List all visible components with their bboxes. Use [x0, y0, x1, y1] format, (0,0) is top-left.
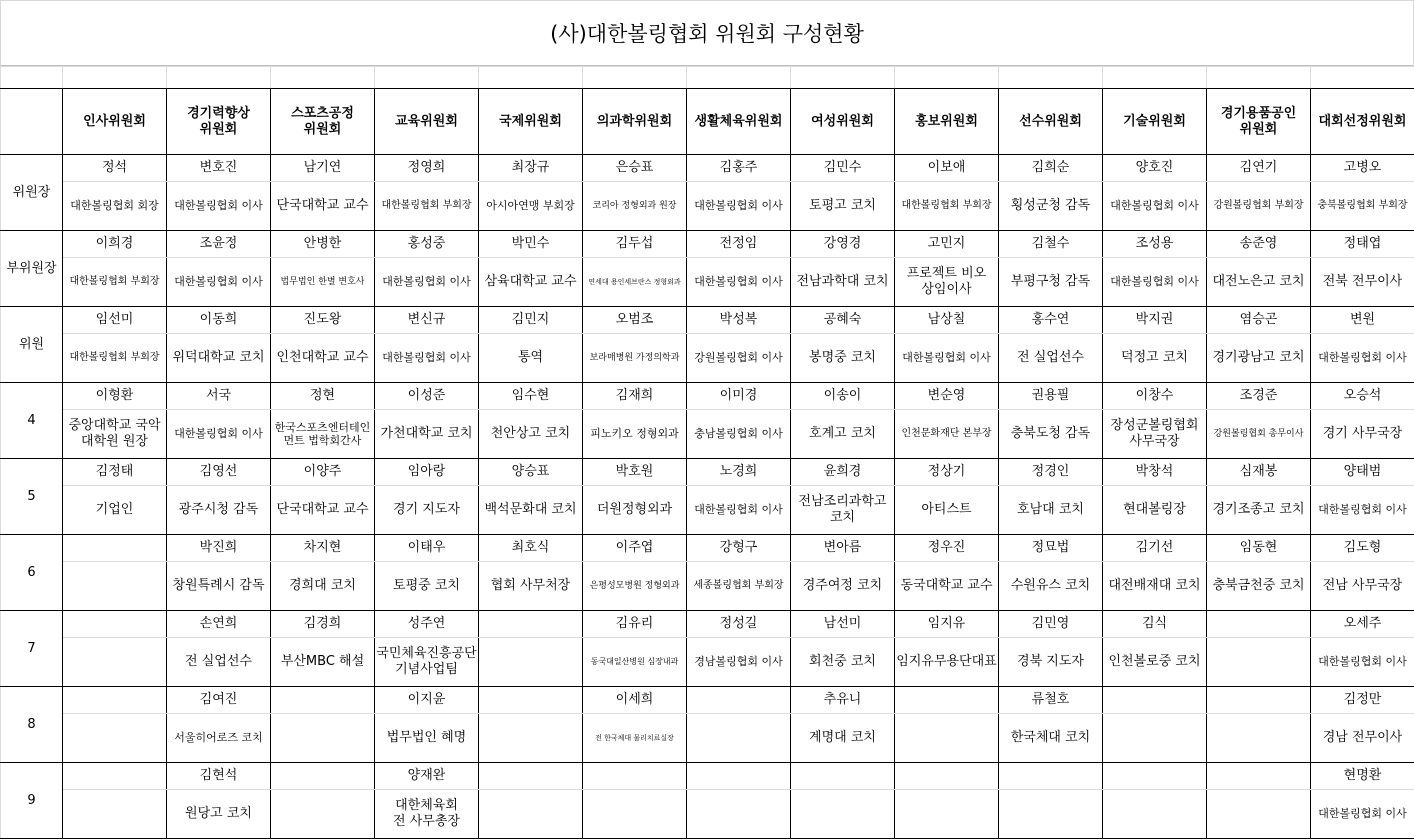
member-name-row — [1, 231, 1414, 258]
member-name: 이형환 — [63, 383, 167, 410]
spacer-cell — [479, 67, 583, 89]
member-name: 강형구 — [687, 535, 791, 562]
member-affiliation: 대한볼링협회 이사 — [167, 410, 271, 459]
member-affiliation-row — [1, 334, 1414, 383]
member-affiliation: 대한볼링협회 이사 — [895, 334, 999, 383]
member-name: 김철수 — [999, 231, 1103, 258]
member-name: 정태엽 — [1311, 231, 1414, 258]
member-name: 남상칠 — [895, 307, 999, 334]
member-name: 양재완 — [375, 763, 479, 790]
member-name: 서국 — [167, 383, 271, 410]
member-name — [583, 763, 687, 790]
member-name-row — [1, 383, 1414, 410]
spacer-cell — [271, 67, 375, 89]
committee-header: 홍보위원회 — [895, 89, 999, 155]
member-affiliation: 경남 전무이사 — [1311, 714, 1414, 763]
member-affiliation: 대한볼링협회 부회장 — [63, 258, 167, 307]
member-name: 차지현 — [271, 535, 375, 562]
member-affiliation: 경희대 코치 — [271, 562, 375, 611]
member-affiliation: 프로젝트 비오 상임이사 — [895, 258, 999, 307]
member-affiliation: 현대볼링장 — [1103, 486, 1207, 535]
member-name: 변신규 — [375, 307, 479, 334]
member-affiliation — [583, 790, 687, 839]
member-affiliation: 강원볼링협회 이사 — [687, 334, 791, 383]
page-title: (사)대한볼링협회 위원회 구성현황 — [0, 0, 1414, 66]
member-affiliation: 대한볼링협회 이사 — [1311, 790, 1414, 839]
committee-header: 경기력향상 위원회 — [167, 89, 271, 155]
member-name: 김홍주 — [687, 155, 791, 182]
member-name — [687, 763, 791, 790]
member-name: 김현석 — [167, 763, 271, 790]
member-affiliation: 횡성군청 감독 — [999, 182, 1103, 231]
member-affiliation: 전북 전무이사 — [1311, 258, 1414, 307]
member-affiliation — [63, 638, 167, 687]
member-affiliation: 대한볼링협회 회장 — [63, 182, 167, 231]
member-affiliation — [63, 562, 167, 611]
member-affiliation: 은평성모병원 정형외과 — [583, 562, 687, 611]
member-affiliation: 세종볼링협회 부회장 — [687, 562, 791, 611]
member-affiliation: 계명대 코치 — [791, 714, 895, 763]
member-name: 박호원 — [583, 459, 687, 486]
member-name: 추유니 — [791, 687, 895, 714]
member-name: 임선미 — [63, 307, 167, 334]
member-affiliation: 백석문화대 코치 — [479, 486, 583, 535]
member-name: 손연희 — [167, 611, 271, 638]
member-name: 정우진 — [895, 535, 999, 562]
member-name — [1207, 763, 1311, 790]
member-name: 양승표 — [479, 459, 583, 486]
member-affiliation — [1207, 714, 1311, 763]
row-label: 위원 — [1, 307, 63, 383]
member-affiliation: 서울히어로즈 코치 — [167, 714, 271, 763]
member-affiliation: 전남 사무국장 — [1311, 562, 1414, 611]
member-name — [479, 611, 583, 638]
member-affiliation: 경주여정 코치 — [791, 562, 895, 611]
member-name: 양태범 — [1311, 459, 1414, 486]
member-name — [1103, 763, 1207, 790]
row-label: 5 — [1, 459, 63, 535]
member-affiliation: 전 실업선수 — [999, 334, 1103, 383]
member-affiliation: 인천대학교 교수 — [271, 334, 375, 383]
member-name: 이미경 — [687, 383, 791, 410]
member-name: 변원 — [1311, 307, 1414, 334]
member-affiliation: 장성군볼링협회 사무국장 — [1103, 410, 1207, 459]
member-name — [791, 763, 895, 790]
member-name: 임지유 — [895, 611, 999, 638]
member-affiliation-row — [1, 258, 1414, 307]
member-affiliation: 호남대 코치 — [999, 486, 1103, 535]
member-name — [1103, 687, 1207, 714]
member-name: 이송이 — [791, 383, 895, 410]
member-affiliation: 더원정형외과 — [583, 486, 687, 535]
member-affiliation — [479, 790, 583, 839]
member-affiliation: 경기광남고 코치 — [1207, 334, 1311, 383]
member-name: 임동현 — [1207, 535, 1311, 562]
member-affiliation: 토평고 코치 — [791, 182, 895, 231]
member-affiliation: 대한볼링협회 부회장 — [63, 334, 167, 383]
member-affiliation: 기업인 — [63, 486, 167, 535]
member-name — [1207, 611, 1311, 638]
committee-header: 의과학위원회 — [583, 89, 687, 155]
member-name: 염승곤 — [1207, 307, 1311, 334]
member-affiliation: 대한볼링협회 이사 — [687, 486, 791, 535]
member-name: 김민영 — [999, 611, 1103, 638]
member-affiliation: 대한볼링협회 부회장 — [375, 182, 479, 231]
member-affiliation: 대한볼링협회 이사 — [1103, 182, 1207, 231]
member-affiliation — [999, 790, 1103, 839]
member-affiliation: 경남볼링협회 이사 — [687, 638, 791, 687]
spacer-cell — [999, 67, 1103, 89]
member-name: 박지권 — [1103, 307, 1207, 334]
member-name: 송준영 — [1207, 231, 1311, 258]
member-affiliation: 경기 사무국장 — [1311, 410, 1414, 459]
member-affiliation: 법무법인 한별 변호사 — [271, 258, 375, 307]
member-name — [271, 687, 375, 714]
member-name: 성주연 — [375, 611, 479, 638]
member-name: 최호식 — [479, 535, 583, 562]
spacer-row — [1, 67, 1414, 89]
member-name — [895, 687, 999, 714]
member-name: 조성용 — [1103, 231, 1207, 258]
member-affiliation: 아티스트 — [895, 486, 999, 535]
member-name: 김정만 — [1311, 687, 1414, 714]
member-affiliation: 대한볼링협회 이사 — [687, 182, 791, 231]
spacer-cell — [791, 67, 895, 89]
committee-header: 경기용품공인 위원회 — [1207, 89, 1311, 155]
member-affiliation: 대한볼링협회 이사 — [375, 334, 479, 383]
member-affiliation: 통역 — [479, 334, 583, 383]
member-affiliation: 동국대일산병원 심장내과 — [583, 638, 687, 687]
committee-header: 선수위원회 — [999, 89, 1103, 155]
row-label: 9 — [1, 763, 63, 839]
spacer-cell — [375, 67, 479, 89]
member-affiliation — [479, 638, 583, 687]
member-name-row — [1, 459, 1414, 486]
member-affiliation: 대한볼링협회 이사 — [1103, 258, 1207, 307]
member-name: 이성준 — [375, 383, 479, 410]
member-name: 김기선 — [1103, 535, 1207, 562]
member-affiliation: 대한볼링협회 이사 — [167, 258, 271, 307]
member-affiliation — [1103, 714, 1207, 763]
header-row — [1, 89, 1414, 155]
member-name: 김연기 — [1207, 155, 1311, 182]
member-name: 김식 — [1103, 611, 1207, 638]
member-name: 최장규 — [479, 155, 583, 182]
member-name — [63, 535, 167, 562]
member-affiliation: 전 실업선수 — [167, 638, 271, 687]
committee-header: 국제위원회 — [479, 89, 583, 155]
member-affiliation: 피노키오 정형외과 — [583, 410, 687, 459]
member-name — [63, 763, 167, 790]
member-name: 변호진 — [167, 155, 271, 182]
member-name: 노경희 — [687, 459, 791, 486]
member-name: 고민지 — [895, 231, 999, 258]
member-affiliation: 경기조종고 코치 — [1207, 486, 1311, 535]
member-name: 김영선 — [167, 459, 271, 486]
member-affiliation: 코리아 정형외과 원장 — [583, 182, 687, 231]
member-name: 류철호 — [999, 687, 1103, 714]
member-name: 오세주 — [1311, 611, 1414, 638]
spacer-cell — [1207, 67, 1311, 89]
member-affiliation: 단국대학교 교수 — [271, 182, 375, 231]
row-label: 4 — [1, 383, 63, 459]
member-affiliation: 대한볼링협회 이사 — [1311, 334, 1414, 383]
member-name: 김민수 — [791, 155, 895, 182]
member-name: 김유리 — [583, 611, 687, 638]
member-affiliation: 충남볼링협회 이사 — [687, 410, 791, 459]
member-affiliation: 위덕대학교 코치 — [167, 334, 271, 383]
spacer-cell — [1, 67, 63, 89]
member-name — [1207, 687, 1311, 714]
member-name: 박민수 — [479, 231, 583, 258]
member-name: 김민지 — [479, 307, 583, 334]
member-name: 정묘법 — [999, 535, 1103, 562]
member-name: 진도왕 — [271, 307, 375, 334]
member-name: 권용필 — [999, 383, 1103, 410]
member-name: 박성복 — [687, 307, 791, 334]
spacer-cell — [1311, 67, 1414, 89]
member-affiliation: 국민체육진흥공단 기념사업팀 — [375, 638, 479, 687]
member-name: 조경준 — [1207, 383, 1311, 410]
member-affiliation-row — [1, 790, 1414, 839]
member-name: 이양주 — [271, 459, 375, 486]
member-name-row — [1, 535, 1414, 562]
member-name-row — [1, 611, 1414, 638]
spacer-cell — [583, 67, 687, 89]
member-name-row — [1, 307, 1414, 334]
member-name: 오범조 — [583, 307, 687, 334]
member-name: 심재봉 — [1207, 459, 1311, 486]
committee-header: 기술위원회 — [1103, 89, 1207, 155]
member-affiliation: 연세대 용인세브란스 정형외과 — [583, 258, 687, 307]
member-name: 변아름 — [791, 535, 895, 562]
member-affiliation: 대한체육회 전 사무총장 — [375, 790, 479, 839]
member-affiliation: 한국체대 코치 — [999, 714, 1103, 763]
spacer-cell — [687, 67, 791, 89]
member-affiliation: 가천대학교 코치 — [375, 410, 479, 459]
member-name: 홍성중 — [375, 231, 479, 258]
committee-header: 교육위원회 — [375, 89, 479, 155]
member-affiliation: 전남조리과학고 코치 — [791, 486, 895, 535]
member-affiliation: 인천볼로중 코치 — [1103, 638, 1207, 687]
committee-header: 스포츠공정 위원회 — [271, 89, 375, 155]
member-name: 이희경 — [63, 231, 167, 258]
member-name: 정영희 — [375, 155, 479, 182]
member-affiliation: 대한볼링협회 이사 — [1311, 486, 1414, 535]
member-name: 김여진 — [167, 687, 271, 714]
member-affiliation-row — [1, 714, 1414, 763]
member-name — [895, 763, 999, 790]
member-name — [63, 611, 167, 638]
member-affiliation-row — [1, 486, 1414, 535]
member-name: 안병한 — [271, 231, 375, 258]
member-name-row — [1, 763, 1414, 790]
member-affiliation: 경기 지도자 — [375, 486, 479, 535]
member-affiliation — [271, 714, 375, 763]
spacer-cell — [895, 67, 999, 89]
member-name-row — [1, 687, 1414, 714]
member-affiliation: 충북볼링협회 부회장 — [1311, 182, 1414, 231]
member-affiliation — [63, 714, 167, 763]
member-affiliation: 대한볼링협회 이사 — [167, 182, 271, 231]
member-name: 전정임 — [687, 231, 791, 258]
corner-cell — [1, 89, 63, 155]
member-affiliation-row — [1, 638, 1414, 687]
member-affiliation: 수원유스 코치 — [999, 562, 1103, 611]
member-affiliation: 보라매병원 가정의학과 — [583, 334, 687, 383]
member-name: 공혜숙 — [791, 307, 895, 334]
member-name: 박진희 — [167, 535, 271, 562]
member-affiliation-row — [1, 562, 1414, 611]
committee-table — [0, 66, 1414, 839]
member-name: 윤희경 — [791, 459, 895, 486]
member-name — [479, 687, 583, 714]
member-name: 이태우 — [375, 535, 479, 562]
member-affiliation — [1207, 638, 1311, 687]
member-affiliation: 토평중 코치 — [375, 562, 479, 611]
member-name: 김경희 — [271, 611, 375, 638]
member-affiliation: 단국대학교 교수 — [271, 486, 375, 535]
member-name: 임아랑 — [375, 459, 479, 486]
member-affiliation: 부산MBC 해설 — [271, 638, 375, 687]
member-name: 오승석 — [1311, 383, 1414, 410]
member-affiliation: 중앙대학교 국악 대학원 원장 — [63, 410, 167, 459]
member-affiliation: 경북 지도자 — [999, 638, 1103, 687]
member-name: 남기연 — [271, 155, 375, 182]
member-name: 양호진 — [1103, 155, 1207, 182]
member-name: 김두섭 — [583, 231, 687, 258]
member-affiliation: 덕정고 코치 — [1103, 334, 1207, 383]
committee-header: 여성위원회 — [791, 89, 895, 155]
member-affiliation: 협회 사무처장 — [479, 562, 583, 611]
member-affiliation: 대전노은고 코치 — [1207, 258, 1311, 307]
member-affiliation: 전 한국체대 물리치료실장 — [583, 714, 687, 763]
member-affiliation-row — [1, 182, 1414, 231]
member-name: 김도형 — [1311, 535, 1414, 562]
member-name: 김정태 — [63, 459, 167, 486]
member-affiliation: 강원볼링협회 총무이사 — [1207, 410, 1311, 459]
member-affiliation: 삼육대학교 교수 — [479, 258, 583, 307]
member-affiliation: 부평구청 감독 — [999, 258, 1103, 307]
member-name: 이지윤 — [375, 687, 479, 714]
member-affiliation: 대한볼링협회 이사 — [1311, 638, 1414, 687]
member-name: 변순영 — [895, 383, 999, 410]
committee-header: 생활체육위원회 — [687, 89, 791, 155]
member-name: 김희순 — [999, 155, 1103, 182]
member-name: 남선미 — [791, 611, 895, 638]
member-name: 정성길 — [687, 611, 791, 638]
member-name: 정석 — [63, 155, 167, 182]
member-name: 이동희 — [167, 307, 271, 334]
member-name: 조윤정 — [167, 231, 271, 258]
member-name: 이주엽 — [583, 535, 687, 562]
committee-header: 대회선정위원회 — [1311, 89, 1414, 155]
member-affiliation: 광주시청 감독 — [167, 486, 271, 535]
member-name: 현명환 — [1311, 763, 1414, 790]
member-affiliation — [479, 714, 583, 763]
member-affiliation — [63, 790, 167, 839]
member-name: 은승표 — [583, 155, 687, 182]
member-name: 홍수연 — [999, 307, 1103, 334]
member-name: 강영경 — [791, 231, 895, 258]
member-name: 고병오 — [1311, 155, 1414, 182]
member-affiliation — [1103, 790, 1207, 839]
member-name — [63, 687, 167, 714]
member-affiliation: 동국대학교 교수 — [895, 562, 999, 611]
member-name-row — [1, 155, 1414, 182]
member-affiliation: 대한볼링협회 부회장 — [895, 182, 999, 231]
member-affiliation: 법무법인 혜명 — [375, 714, 479, 763]
member-affiliation-row — [1, 410, 1414, 459]
member-affiliation: 강원볼링협회 부회장 — [1207, 182, 1311, 231]
spacer-cell — [1103, 67, 1207, 89]
member-affiliation — [895, 790, 999, 839]
member-affiliation: 천안상고 코치 — [479, 410, 583, 459]
member-name — [271, 763, 375, 790]
member-affiliation — [687, 714, 791, 763]
member-name: 김재희 — [583, 383, 687, 410]
member-name — [687, 687, 791, 714]
member-affiliation: 회천중 코치 — [791, 638, 895, 687]
spacer-cell — [63, 67, 167, 89]
member-name: 이창수 — [1103, 383, 1207, 410]
member-affiliation: 충북금천중 코치 — [1207, 562, 1311, 611]
member-affiliation: 대한볼링협회 이사 — [375, 258, 479, 307]
member-affiliation: 임지유무용단대표 — [895, 638, 999, 687]
member-name: 임수현 — [479, 383, 583, 410]
member-affiliation: 호계고 코치 — [791, 410, 895, 459]
member-affiliation: 전남과학대 코치 — [791, 258, 895, 307]
row-label: 위원장 — [1, 155, 63, 231]
member-affiliation — [271, 790, 375, 839]
member-name — [479, 763, 583, 790]
member-affiliation — [687, 790, 791, 839]
member-affiliation: 한국스포츠엔터테인 먼트 법학회간사 — [271, 410, 375, 459]
row-label: 부위원장 — [1, 231, 63, 307]
member-affiliation: 봉명중 코치 — [791, 334, 895, 383]
spacer-cell — [167, 67, 271, 89]
member-affiliation: 인천문화재단 본부장 — [895, 410, 999, 459]
row-label: 6 — [1, 535, 63, 611]
member-name: 정상기 — [895, 459, 999, 486]
member-affiliation: 대한볼링협회 이사 — [687, 258, 791, 307]
member-affiliation: 원당고 코치 — [167, 790, 271, 839]
member-name: 정경인 — [999, 459, 1103, 486]
member-affiliation: 대전배재대 코치 — [1103, 562, 1207, 611]
committee-header: 인사위원회 — [63, 89, 167, 155]
member-name: 정현 — [271, 383, 375, 410]
member-name — [999, 763, 1103, 790]
row-label: 8 — [1, 687, 63, 763]
member-affiliation — [895, 714, 999, 763]
member-affiliation — [791, 790, 895, 839]
member-affiliation: 충북도청 감독 — [999, 410, 1103, 459]
member-affiliation — [1207, 790, 1311, 839]
member-name: 이보애 — [895, 155, 999, 182]
member-name: 이세희 — [583, 687, 687, 714]
member-affiliation: 아시아연맹 부회장 — [479, 182, 583, 231]
member-name: 박창석 — [1103, 459, 1207, 486]
member-affiliation: 창원특례시 감독 — [167, 562, 271, 611]
row-label: 7 — [1, 611, 63, 687]
